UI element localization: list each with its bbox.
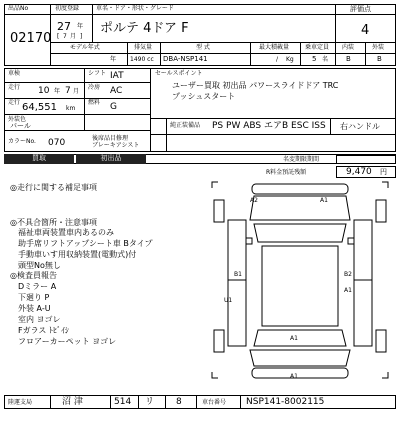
mileage-label: 走行 [8,84,21,91]
color-value: パール [10,122,31,130]
interior-label: 内装 [342,44,355,51]
first-reg-label: 初度登録 [55,5,80,12]
color-no-label: カラーNo. [8,138,36,145]
mark-rear-window: A1 [290,335,298,342]
mileage-year: 10 [38,86,50,96]
distance-unit: km [66,105,76,112]
model-year-unit: 年 [110,56,117,63]
distance-label: 走行 [8,99,21,106]
mark-front-right: A1 [320,197,328,204]
first-entry-button[interactable]: 初出品 [76,154,146,164]
chassis-number: NSP141-8002115 [246,397,325,407]
mileage-month-unit: 月 [73,88,80,95]
plate-office: 沼 津 [62,397,83,407]
equipment-esc: ESC [291,121,309,131]
rear-seat-label2: ブレーキアシスト [92,142,140,149]
ac-value: AC [110,86,123,96]
plate-label: 陸運支局 [8,399,33,406]
reg-year-unit: 年 [77,23,84,30]
inspection-label: 車検 [8,70,21,77]
plate-number: 8 [176,397,182,407]
mark-right-rear: A1 [344,287,352,294]
ac-label: 冷房 [88,84,101,91]
load-slash: / [276,56,279,63]
tax-box [336,155,396,164]
mileage-year-unit: 年 [54,88,61,95]
reg-year: 27 [57,20,71,33]
mark-left-door: B1 [234,271,242,278]
lot-number: 02170 [10,31,52,46]
shift-value: IAT [110,71,124,81]
type-label: 型 式 [196,44,210,51]
equipment-list [212,122,326,131]
chassis-label: 車台番号 [202,399,227,406]
load-label: 最大積載量 [259,44,290,51]
displacement-label: 排気量 [134,44,153,51]
recycle-amount: 9,470 [346,167,372,177]
equipment-ps: PS [212,121,224,131]
reg-month-unit: 月 [70,33,77,40]
seat-label: 乗車定員 [305,44,330,51]
car-name-label: 車名・ドア・形状・グレード [96,5,174,12]
seat-unit: 名 [322,56,329,63]
defect-item-3: 手動車いす用収納装置(電動式)付 [18,250,137,259]
inspector-item-2: 下廻り P [18,293,50,302]
notes-title: ◎走行に関する補足事項 [10,183,97,192]
distance-value: 64,551 [22,102,57,113]
sales-point-line2: プッシュスタート [172,92,236,101]
recycle-label: R料金預託残額 [266,169,307,176]
equipment-pw: PW [226,121,241,131]
lot-label: 出品No [8,5,29,12]
sales-point-label: セールスポイント [155,70,203,77]
score-value: 4 [361,23,370,38]
seat-value: 5 [312,55,317,63]
rear-seat-label: 後席品目修理 [92,135,129,142]
reg-month: 7 [63,33,67,40]
defect-item-2: 助手席リフトアップシート車 Bタイプ [18,239,153,248]
inspector-title: ◎検査員報告 [10,271,57,280]
inspector-item-3: 外装 A-U [18,304,51,313]
defect-item-4: 頭型No無し [18,261,61,270]
plate-class: 514 [114,397,132,407]
inspector-item-6: フロアーカーペット ヨゴレ [18,337,117,346]
mark-right-door: B2 [344,271,352,278]
exterior-label: 外装 [372,44,385,51]
reg-month-close: ] [80,33,83,40]
interior-grade: B [346,55,351,63]
buy-button[interactable]: 買取 [4,154,74,164]
sales-point-line1: ユーザー買取 初出品 パワースライドドア TRC [172,81,339,90]
fuel-label: 燃料 [88,99,101,106]
exterior-grade: B [377,55,382,63]
equipment-iss: ISS [311,121,326,131]
displacement-value: 1490 cc [130,56,154,63]
equipment-label: 純正装備品 [170,122,201,129]
type-value: DBA-NSP141 [163,55,208,63]
shift-label: シフト [88,70,107,77]
defect-item-1: 福祉車両装置車内あるのみ [18,228,114,237]
load-unit: Kg [286,56,294,63]
handle-value: 右ハンドル [340,122,380,131]
color-label: 外装色 [8,116,27,123]
color-no-value: 070 [48,138,66,148]
inspector-item-4: 室内 ヨゴレ [18,315,61,324]
model-year-label: モデル年式 [70,44,100,51]
inspector-item-5: Fガラス ﾄﾋﾞｲｼ [18,326,69,335]
car-diagram [210,180,390,380]
tax-label: 名変期限期間 [283,156,320,163]
reg-month-open: [ [57,33,60,40]
fuel-value: G [110,102,117,112]
inspector-item-1: Dミラー A [18,282,57,291]
car-name: ポルテ 4ドア F [100,21,189,36]
plate-kana: リ [145,397,155,407]
mark-rear-bumper: A1 [290,373,298,380]
score-label: 評価点 [350,5,371,13]
recycle-unit: 円 [380,168,387,176]
equipment-abs: ABS [243,121,262,131]
equipment-airbag: エアB [263,121,289,131]
mark-front-left: A2 [250,197,258,204]
mark-left-rear: U1 [224,297,233,304]
defects-title: ◎不具合箇所・注意事項 [10,218,97,227]
mileage-month: 7 [65,86,71,96]
